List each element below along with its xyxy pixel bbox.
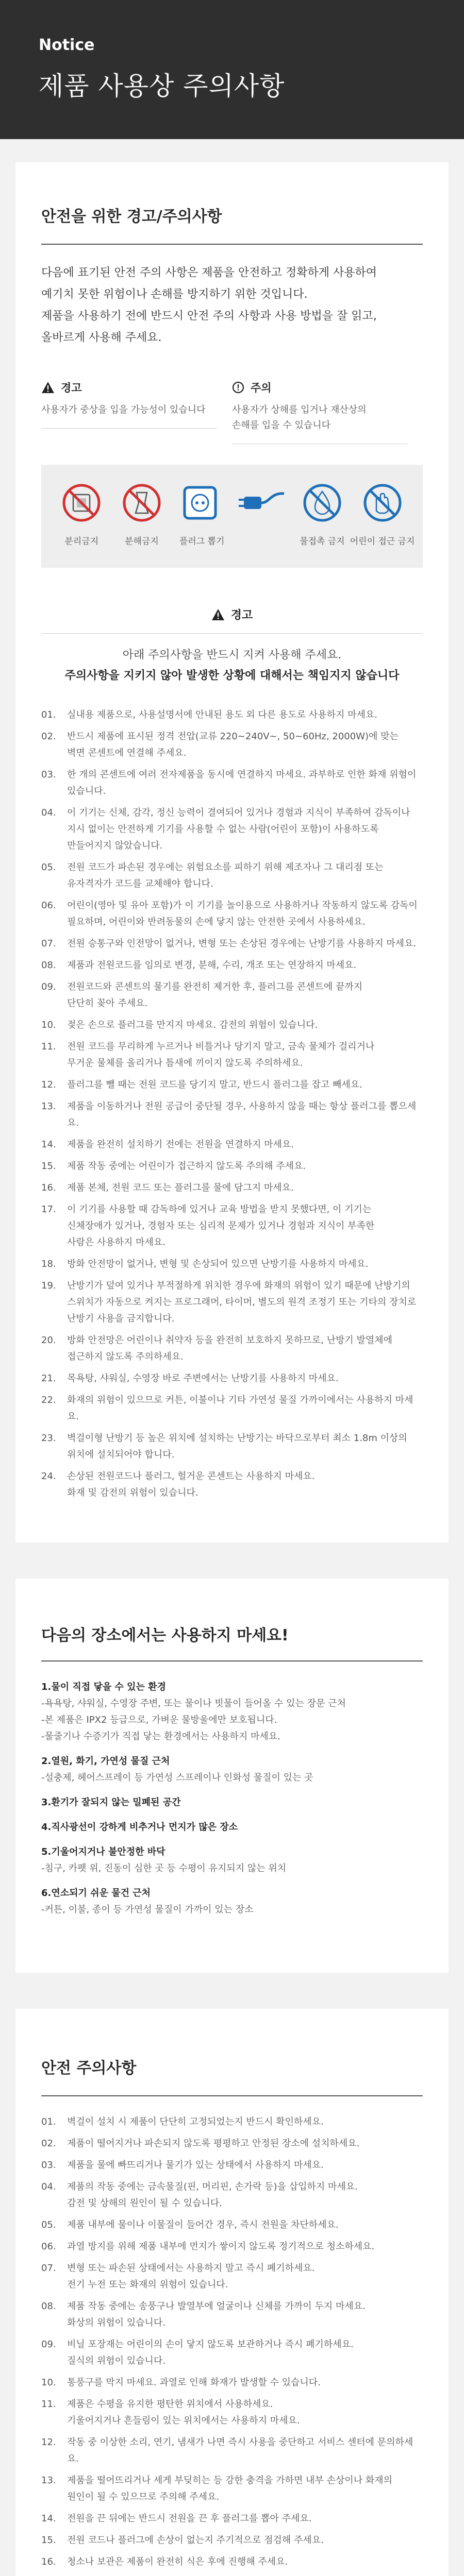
item-number: 21. (41, 1372, 56, 1384)
warning-box-head: 경고 (230, 609, 253, 622)
no-disassembly-icon (61, 482, 102, 523)
page-header (0, 0, 464, 139)
item-line: 필요하며, 어린이와 반려동물의 손에 닿지 않는 안전한 곳에서 사용하세요. (67, 916, 366, 927)
icon-item (174, 482, 230, 547)
item-line: 제품을 완전히 설치하기 전에는 전원을 연결하지 마세요. (67, 1139, 294, 1150)
item-number: 06. (41, 900, 56, 911)
item-number: 16. (41, 2556, 56, 2567)
item-line: 비닐 포장재는 어린이의 손이 닿지 않도록 보관하거나 즉시 폐기하세요. (67, 2338, 354, 2350)
list-item (41, 767, 423, 800)
legend-caution-head: 주의 (251, 382, 272, 394)
item-line: 이 기기는 신체, 감각, 정신 능력이 결여되어 있거나 경험과 지식이 부족하여 감독이나 (67, 807, 410, 818)
list-item (41, 2511, 423, 2527)
intro-line: 올바르게 사용해 주세요. (41, 331, 162, 344)
list-item (41, 2336, 423, 2369)
list-item (41, 1158, 423, 1175)
item-text (67, 2260, 423, 2293)
legend-caution-text: 사용자가 상해를 입거나 재산상의 (232, 404, 367, 415)
item-line: 화재 및 감전의 위험이 있습니다. (67, 1487, 198, 1498)
item-number: 02. (41, 2138, 56, 2149)
icon-item (294, 482, 351, 547)
item-number: 01. (41, 709, 56, 720)
item-text (67, 1158, 423, 1175)
warning-triangle-icon (41, 381, 55, 394)
unplug-icon (181, 482, 223, 523)
place-head: 4.직사광선이 강하게 비추거나 먼지가 많은 장소 (41, 1821, 238, 1833)
list-item (41, 1392, 423, 1425)
item-number: 09. (41, 2338, 56, 2350)
item-line: 화상의 위험이 있습니다. (67, 2317, 166, 2328)
list-item (41, 707, 423, 723)
list-item (41, 1077, 423, 1093)
item-text (67, 1278, 423, 1327)
list-item (41, 1430, 423, 1463)
item-text (67, 2179, 423, 2212)
legend-warning-head: 경고 (61, 382, 82, 394)
item-number: 15. (41, 1160, 56, 1172)
icon-item (113, 482, 170, 547)
item-text (67, 936, 423, 952)
item-text (67, 1370, 423, 1387)
item-text (67, 2554, 423, 2570)
item-line: 통풍구를 막지 마세요. 과열로 인해 화재가 발생할 수 있습니다. (67, 2377, 321, 2388)
item-text (67, 1430, 423, 1463)
icon-label: 플러그 뽑기 (179, 536, 225, 547)
item-line: 제품의 작동 중에는 금속물질(핀, 머리핀, 손가락 등)을 삽입하지 마세요. (67, 2181, 358, 2192)
item-line: 원인이 될 수 있으므로 주의해 주세요. (67, 2491, 220, 2502)
item-line: 제품을 이동하거나 전원 공급이 중단될 경우, 사용하지 않을 때는 항상 플러그를 뽑으세요. (67, 1100, 417, 1128)
list-item (41, 1039, 423, 1072)
header-subtitle: Notice (39, 36, 95, 54)
icon-label: 분해금지 (125, 536, 159, 547)
list-item (41, 2472, 423, 2505)
item-line: 있습니다. (67, 785, 106, 796)
icon-label: 물접촉 금지 (300, 536, 345, 547)
item-number: 18. (41, 1258, 56, 1269)
warning-box-line2: 주의사항을 지키지 않아 발생한 상황에 대해서는 책임지지 않습니다 (64, 669, 400, 682)
item-line: 제품을 떨어뜨리거나 세게 부딪히는 등 강한 충격을 가하면 내부 손상이나 화재의 (67, 2475, 393, 2486)
item-text (67, 979, 423, 1012)
item-number: 11. (41, 1041, 56, 1052)
item-text (67, 707, 423, 723)
item-text (67, 1256, 423, 1273)
item-number: 15. (41, 2534, 56, 2546)
list-item (41, 1332, 423, 1365)
place-head: 5.기울어지거나 불안정한 바닥 (41, 1846, 165, 1857)
item-line: 질식의 위험이 있습니다. (67, 2355, 166, 2366)
list-item (41, 1278, 423, 1327)
item-line: 화재의 위험이 있으므로 커튼, 이불이나 기타 가연성 물질 가까이에서는 사용하지 마세요. (67, 1394, 413, 1422)
item-number: 03. (41, 2159, 56, 2171)
intro-line: 예기치 못한 위험이나 손해를 방지하기 위한 것입니다. (41, 288, 308, 301)
legend-caution-text: 손해를 입을 수 있습니다 (232, 420, 331, 431)
item-text (67, 957, 423, 974)
safety-divider (41, 244, 423, 245)
item-text (67, 1039, 423, 1072)
page-title: 제품 사용상 주의사항 (39, 71, 285, 101)
item-line: 난방기 사용을 금지합니다. (67, 1313, 175, 1324)
item-number: 17. (41, 1204, 56, 1215)
caution-section (15, 2009, 449, 2576)
item-line: 방화 안전망은 어린이나 취약자 등을 완전히 보호하지 못하므로, 난방기 발열체에 (67, 1334, 393, 1346)
item-number: 10. (41, 1019, 56, 1030)
item-number: 06. (41, 2241, 56, 2252)
list-item (41, 2136, 423, 2152)
item-line: 실내용 제품으로, 사용설명서에 안내된 용도 외 다른 용도로 사용하지 마세요. (67, 709, 377, 720)
item-line: 전원 승통구와 인전망이 없거나, 변형 또는 손상된 경우에는 난방기를 사용하지 마세요. (67, 938, 417, 949)
item-line: 제품 본체, 전원 코드 또는 플러그를 물에 담그지 마세요. (67, 1182, 294, 1193)
place-head: 3.환기가 잘되지 않는 밀폐된 공간 (41, 1797, 181, 1808)
place-item (41, 1819, 423, 1836)
item-number: 11. (41, 2398, 56, 2410)
warning-triangle-icon (211, 608, 225, 621)
item-line: 청소나 보관은 제품이 완전히 식은 후에 진행해 주세요. (67, 2556, 288, 2567)
item-line: 전원코드와 콘센트의 물기를 완전히 제거한 후, 플러그를 콘센트에 끝까지 (67, 981, 363, 992)
prohibited-icon (121, 482, 162, 523)
list-item (41, 2114, 423, 2130)
legend-warning-text: 사용자가 중상을 입을 가능성이 있습니다 (41, 404, 206, 415)
item-text (67, 1201, 423, 1251)
place-head: 1.물이 직접 닿을 수 있는 환경 (41, 1681, 166, 1692)
item-text (67, 2511, 423, 2527)
item-text (67, 1332, 423, 1365)
item-line: 변형 또는 파손된 상태에서는 사용하지 말고 즉시 폐기하세요. (67, 2262, 315, 2274)
item-number: 22. (41, 1394, 56, 1405)
item-line: 손상된 전원코드나 플러그, 헐거운 콘센트는 사용하지 마세요. (67, 1470, 315, 1482)
place-line: -커튼, 이불, 종이 등 가연성 물질이 가까이 있는 장소 (41, 1904, 254, 1915)
safety-intro (41, 262, 423, 349)
safety-title: 안전을 위한 경고/주의사항 (41, 208, 222, 226)
item-number: 05. (41, 861, 56, 873)
item-number: 13. (41, 1100, 56, 1112)
item-line: 전원 코드를 무리하게 누르거나 비틀거나 당기지 말고, 금속 물체가 걸리거나 (67, 1041, 375, 1052)
warning-box (41, 606, 423, 686)
list-item (41, 979, 423, 1012)
item-line: 방화 안전망이 없거나, 변형 및 손상되어 있으면 난방기를 사용하지 마세요. (67, 1258, 369, 1269)
item-text (67, 728, 423, 761)
item-line: 제품 내부에 물이나 이물질이 들어간 경우, 즉시 전원을 차단하세요. (67, 2219, 339, 2230)
item-number: 09. (41, 981, 56, 992)
item-text (67, 2472, 423, 2505)
item-text (67, 1137, 423, 1153)
item-line: 제품이 떨어지거나 파손되지 않도록 평평하고 안정된 장소에 설치하세요. (67, 2138, 360, 2149)
item-line: 전원을 끈 뒤에는 반드시 전원을 끈 후 플러그를 뽑아 주세요. (67, 2513, 312, 2524)
item-line: 제품 작동 중에는 어린이가 접근하지 않도록 주의해 주세요. (67, 1160, 306, 1172)
places-list (41, 1679, 423, 1918)
item-line: 전원 코드나 플러그에 손상이 없는지 주기적으로 점검해 주세요. (67, 2534, 324, 2546)
safety-section (15, 162, 449, 1543)
item-line: 제품을 물에 빠뜨리거나 물기가 있는 상태에서 사용하지 마세요. (67, 2159, 324, 2171)
place-head: 6.연소되기 쉬운 물건 근처 (41, 1887, 151, 1899)
item-text (67, 2434, 423, 2467)
legend-caution (232, 380, 423, 444)
intro-line: 제품을 사용하기 전에 반드시 안전 주의 사항과 사용 방법을 잘 읽고, (41, 310, 377, 323)
caution-list (41, 2114, 423, 2576)
place-item (41, 1885, 423, 1918)
item-line: 접근하지 않도록 주의하세요. (67, 1351, 184, 1362)
item-number: 23. (41, 1432, 56, 1444)
places-section (15, 1579, 449, 1973)
item-text (67, 2532, 423, 2549)
item-line: 반드시 제품에 표시된 정격 전압(교류 220~240V~, 50~60Hz, 2000W)에 맞는 (67, 731, 399, 742)
list-item (41, 1180, 423, 1196)
safety-list (41, 707, 423, 1501)
item-line: 위치에 설치되어야 합니다. (67, 1449, 175, 1460)
caution-title: 안전 주의사항 (41, 2059, 137, 2077)
item-text (67, 2114, 423, 2130)
list-item (41, 2554, 423, 2570)
list-item (41, 805, 423, 854)
item-number: 19. (41, 1280, 56, 1291)
item-text (67, 2217, 423, 2233)
item-text (67, 897, 423, 930)
item-number: 14. (41, 1139, 56, 1150)
item-text (67, 2396, 423, 2429)
place-item (41, 1844, 423, 1877)
item-line: 작동 중 이상한 소리, 연기, 냄새가 나면 즉시 사용을 중단하고 서비스 센터에 문의하세요. (67, 2436, 413, 2464)
list-item (41, 2396, 423, 2429)
icon-item (53, 482, 110, 547)
item-text (67, 805, 423, 854)
item-line: 사람은 사용하지 마세요. (67, 1236, 166, 1248)
item-line: 벽걸이 설치 시 제품이 단단히 고정되었는지 반드시 확인하세요. (67, 2116, 324, 2127)
item-line: 플러그를 뺄 때는 전원 코드를 당기지 말고, 반드시 플러그를 잡고 빼세요. (67, 1079, 362, 1090)
item-number: 07. (41, 938, 56, 949)
intro-line: 다음에 표기된 안전 주의 사항은 제품을 안전하고 정확하게 사용하여 (41, 266, 377, 279)
icon-label: 분리금지 (64, 536, 99, 547)
place-item (41, 1753, 423, 1786)
item-line: 어린이(영아 및 유아 포함)가 이 기기를 놀이용으로 사용하거나 작동하지 않도록 감독이 (67, 900, 418, 911)
place-head: 2.열원, 화기, 가연성 물질 근처 (41, 1755, 170, 1767)
list-item (41, 2434, 423, 2467)
item-text (67, 2336, 423, 2369)
item-line: 제품 작동 중에는 송풍구나 발열부에 얼굴이나 신체를 가까이 두지 마세요. (67, 2300, 366, 2312)
list-item (41, 1256, 423, 1273)
item-number: 12. (41, 1079, 56, 1090)
list-item (41, 2239, 423, 2255)
item-text (67, 767, 423, 800)
caution-divider (41, 2095, 423, 2096)
item-number: 07. (41, 2262, 56, 2274)
legend (41, 380, 423, 444)
item-line: 목욕탕, 샤워실, 수영장 바로 주변에서는 난방기를 사용하지 마세요. (67, 1372, 339, 1384)
item-line: 유자격자가 코드를 교체해야 합니다. (67, 878, 213, 889)
item-number: 05. (41, 2219, 56, 2230)
list-item (41, 897, 423, 930)
place-item (41, 1794, 423, 1811)
item-number: 12. (41, 2436, 56, 2448)
item-number: 10. (41, 2377, 56, 2388)
place-item (41, 1679, 423, 1745)
caution-circle-icon (232, 381, 244, 394)
item-text (67, 1468, 423, 1501)
item-text (67, 1180, 423, 1196)
item-text (67, 2239, 423, 2255)
item-line: 지시 없이는 안전하게 기기를 사용할 수 없는 사람(어린이 포함)이 사용하도록 (67, 823, 379, 835)
list-item (41, 1017, 423, 1033)
plug-icon (239, 482, 285, 523)
list-item (41, 2375, 423, 2391)
item-number: 02. (41, 731, 56, 742)
item-text (67, 2375, 423, 2391)
item-number: 13. (41, 2475, 56, 2486)
item-number: 04. (41, 2181, 56, 2192)
list-item (41, 2179, 423, 2212)
item-line: 벽면 콘센트에 연결해 주세요. (67, 747, 187, 758)
place-line: -침구, 카펫 위, 진동이 심한 곳 등 수평이 유지되지 않는 위치 (41, 1862, 287, 1874)
item-text (67, 1392, 423, 1425)
list-item (41, 2260, 423, 2293)
list-item (41, 1201, 423, 1251)
item-line: 무거운 물체를 올리거나 틈새에 끼이지 않도록 주의하세요. (67, 1057, 303, 1069)
item-line: 스위치가 자동으로 켜지는 프로그래머, 타이머, 별도의 원격 조정기 또는 기타의 장치로 (67, 1296, 417, 1308)
item-line: 벽걸이형 난방기 등 높은 위치에 설치하는 난방기는 바닥으로부터 최소 1.8m 이상의 (67, 1432, 407, 1444)
item-line: 난방기가 덮여 있거나 부적절하게 위치한 경우에 화재의 위험이 있기 때문에 난방기의 (67, 1280, 410, 1291)
list-item (41, 2217, 423, 2233)
list-item (41, 2532, 423, 2549)
legend-warning (41, 380, 232, 444)
item-text (67, 2136, 423, 2152)
no-touch-icon (362, 482, 403, 523)
list-item (41, 859, 423, 892)
place-line: -본 제품은 IPX2 등급으로, 가벼운 물방울에만 보호됩니다. (41, 1714, 277, 1725)
place-line: -설충제, 헤어스프레이 등 가연성 스프레이나 인화성 물질이 있는 곳 (41, 1772, 313, 1783)
prohibition-icons (41, 465, 423, 568)
item-number: 08. (41, 959, 56, 971)
item-line: 신체장애가 있거나, 경험자 또는 심리적 문제가 있거나 경험과 지식이 부족한 (67, 1220, 375, 1231)
icon-item (350, 482, 415, 547)
list-item (41, 2298, 423, 2331)
no-water-icon (302, 482, 343, 523)
item-line: 감전 및 상해의 원인이 될 수 있습니다. (67, 2197, 222, 2209)
item-text (67, 2157, 423, 2174)
item-line: 이 기기를 사용할 때 감독하에 있거나 교육 방법을 받지 못했다면, 이 기기는 (67, 1204, 372, 1215)
item-number: 24. (41, 1470, 56, 1482)
places-divider (41, 1660, 423, 1662)
item-line: 젖은 손으로 플러그를 만지지 마세요. 감전의 위험이 있습니다. (67, 1019, 318, 1030)
icon-label: 어린이 접근 금지 (350, 536, 415, 547)
item-text (67, 2298, 423, 2331)
item-line: 전기 누전 또는 화재의 위험이 있습니다. (67, 2279, 228, 2290)
places-title: 다음의 장소에서는 사용하지 마세요! (41, 1626, 289, 1645)
item-text (67, 1017, 423, 1033)
place-line: -욕욕탕, 샤워실, 수영장 주변, 또는 물이나 빗물이 들어올 수 있는 장문 근처 (41, 1698, 346, 1709)
list-item (41, 1370, 423, 1387)
item-number: 14. (41, 2513, 56, 2524)
item-line: 과열 방지를 위해 제품 내부에 먼지가 쌓이지 않도록 정기적으로 청소하세요. (67, 2241, 375, 2252)
item-number: 20. (41, 1334, 56, 1346)
item-number: 03. (41, 769, 56, 780)
item-line: 한 개의 콘센트에 여러 전자제품을 동시에 연결하지 마세요. 과부하로 인한 화재 위험이 (67, 769, 417, 780)
item-line: 제품은 수평을 유지한 평탄한 위치에서 사용하세요. (67, 2398, 273, 2410)
item-number: 08. (41, 2300, 56, 2312)
list-item (41, 728, 423, 761)
place-line: -물줄기나 수증기가 직접 닿는 환경에서는 사용하지 마세요. (41, 1731, 280, 1742)
list-item (41, 1098, 423, 1131)
item-line: 단단히 꽂아 주세요. (67, 997, 148, 1009)
item-line: 만들어지지 않았습니다. (67, 840, 163, 851)
list-item (41, 1468, 423, 1501)
list-item (41, 1137, 423, 1153)
item-number: 16. (41, 1182, 56, 1193)
item-line: 기울어지거나 흔들림이 있는 위치에서는 사용하지 마세요. (67, 2415, 300, 2426)
item-text (67, 1098, 423, 1131)
list-item (41, 2157, 423, 2174)
item-number: 01. (41, 2116, 56, 2127)
list-item (41, 957, 423, 974)
icon-item (234, 482, 290, 534)
item-number: 04. (41, 807, 56, 818)
warning-box-line1: 아래 주의사항을 반드시 지켜 사용해 주세요. (122, 648, 342, 662)
item-line: 제품과 전원코드를 임의로 변경, 분해, 수리, 개조 또는 연장하지 마세요. (67, 959, 357, 971)
item-text (67, 1077, 423, 1093)
list-item (41, 936, 423, 952)
item-line: 전원 코드가 파손된 경우에는 위험요소를 피하기 위해 제조자나 그 대리점 또는 (67, 861, 384, 873)
item-text (67, 859, 423, 892)
